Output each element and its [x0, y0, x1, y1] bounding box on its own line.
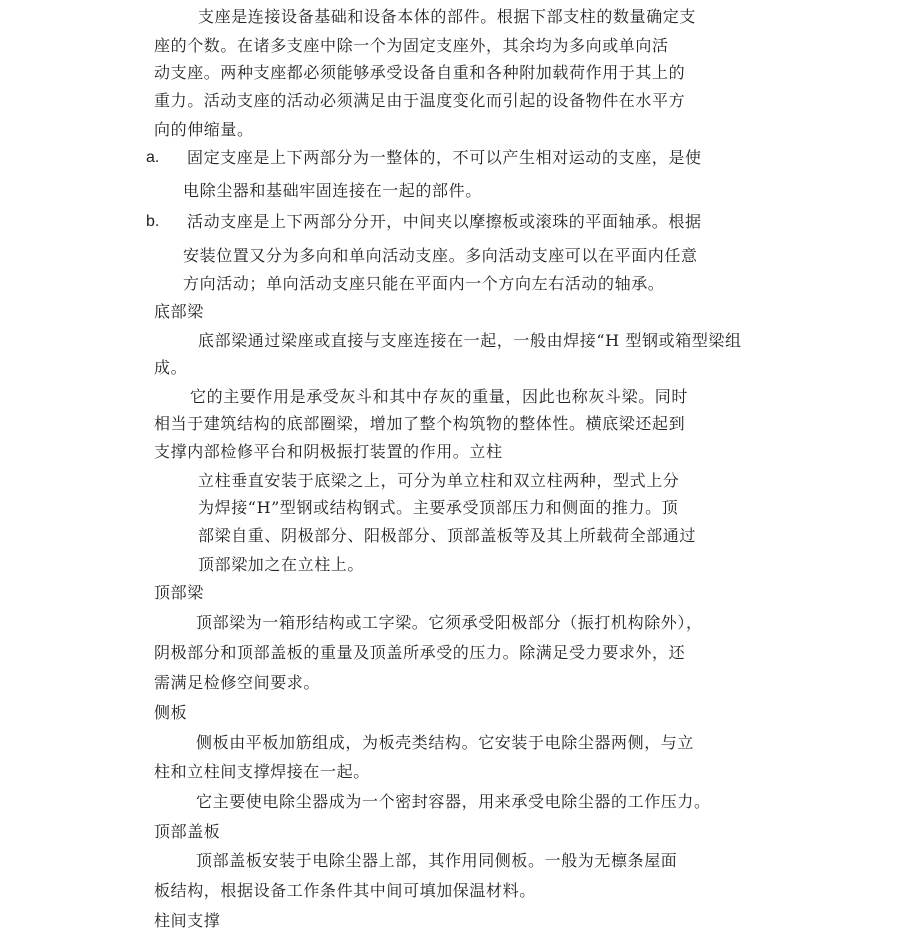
section-heading-bottom-beam: 底部梁 [154, 302, 204, 321]
paragraph-line: 板结构，根据设备工作条件其中间可填加保温材料。 [154, 881, 536, 900]
paragraph-line: 它主要使电除尘器成为一个密封容器，用来承受电除尘器的工作压力。 [196, 792, 711, 811]
section-heading-top-cover: 顶部盖板 [154, 822, 221, 841]
paragraph-line: 顶部盖板安装于电除尘器上部，其作用同侧板。一般为无檩条屋面 [196, 851, 678, 870]
paragraph-line: 侧板由平板加筋组成，为板壳类结构。它安装于电除尘器两侧，与立 [196, 733, 695, 752]
paragraph-line: 它的主要作用是承受灰斗和其中存灰的重量，因此也称灰斗梁。同时 [190, 387, 689, 406]
list-item-a-line: 电除尘器和基础牢固连接在一起的部件。 [183, 181, 482, 200]
paragraph-line: 柱和立柱间支撑焊接在一起。 [154, 762, 370, 781]
list-item-b-line: 方向活动；单向活动支座只能在平面内一个方向左右活动的轴承。 [183, 274, 665, 293]
paragraph-line: 部梁自重、阴极部分、阳极部分、顶部盖板等及其上所载荷全部通过 [198, 526, 697, 545]
paragraph-line: 成。 [154, 358, 188, 377]
list-item-b-line: 活动支座是上下两部分分开，中间夹以摩擦板或滚珠的平面轴承。根据 [187, 212, 702, 231]
list-marker-b: b. [146, 213, 160, 230]
section-heading-side-plate: 侧板 [154, 703, 188, 722]
paragraph-line: 向的伸缩量。 [154, 120, 254, 139]
paragraph-line: 支撑内部检修平台和阴极振打装置的作用。立柱 [154, 442, 503, 461]
list-item-a-line: 固定支座是上下两部分为一整体的，不可以产生相对运动的支座，是使 [187, 148, 702, 167]
paragraph-line: 阴极部分和顶部盖板的重量及顶盖所承受的压力。除满足受力要求外，还 [154, 643, 686, 662]
paragraph-line: 顶部梁为一箱形结构或工字梁。它须承受阳极部分（振打机构除外）， [196, 613, 703, 632]
paragraph-line: 立柱垂直安装于底梁之上，可分为单立柱和双立柱两种，型式上分 [198, 471, 680, 490]
paragraph-line: 相当于建筑结构的底部圈梁，增加了整个构筑物的整体性。横底梁还起到 [154, 414, 686, 433]
paragraph-line: 顶部梁加之在立柱上。 [198, 555, 365, 574]
paragraph-line: 底部梁通过梁座或直接与支座连接在一起，一般由焊接“H 型钢或箱型梁组 [198, 331, 742, 350]
paragraph-line: 座的个数。在诸多支座中除一个为固定支座外，其余均为多向或单向活 [154, 36, 669, 55]
paragraph-line: 需满足检修空间要求。 [154, 673, 321, 692]
paragraph-line: 动支座。两种支座都必须能够承受设备自重和各种附加载荷作用于其上的 [154, 63, 686, 82]
paragraph-line: 为焊接“H”型钢或结构钢式。主要承受顶部压力和侧面的推力。顶 [198, 498, 679, 517]
list-marker-a: a. [146, 149, 160, 166]
section-heading-column-brace: 柱间支撑 [154, 911, 221, 930]
section-heading-top-beam: 顶部梁 [154, 583, 204, 602]
paragraph-line: 重力。活动支座的活动必须满足由于温度变化而引起的设备物件在水平方 [154, 91, 686, 110]
paragraph-line: 支座是连接设备基础和设备本体的部件。根据下部支柱的数量确定支 [198, 7, 697, 26]
list-item-b-line: 安装位置又分为多向和单向活动支座。多向活动支座可以在平面内任意 [183, 246, 698, 265]
